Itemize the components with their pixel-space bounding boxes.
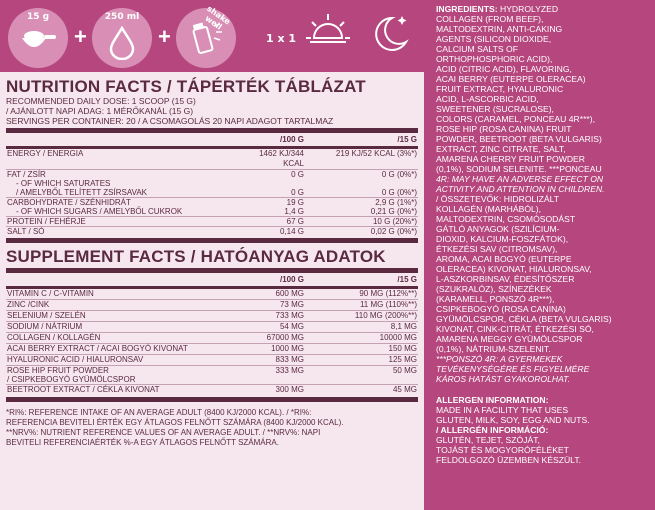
table-row: SALT / SÓ 0,14 G 0,02 G (0%*) xyxy=(7,227,417,236)
supplement-table xyxy=(6,275,418,395)
nutrition-title: NUTRITION FACTS / TÁPÉRTÉK TÁBLÁZAT xyxy=(6,77,366,96)
ingredients-first-line: INGREDIENTS: HYDROLYZED xyxy=(436,4,559,14)
ingredients-heading: INGREDIENTS: xyxy=(436,4,498,14)
column-header: /15 G xyxy=(310,275,418,288)
water-badge xyxy=(92,8,152,68)
divider xyxy=(6,238,418,243)
water-drop-icon xyxy=(104,26,140,60)
table-row: - OF WHICH SUGARS / AMELYBŐL CUKROK 1,4 G 0,21 G (0%*) xyxy=(16,207,417,216)
ingredients-panel: INGREDIENTS: HYDROLYZED COLLAGEN (FROM BEEF), MALTODEXTRIN, ANTI-CAKING AGENTS (SILICON DIOXIDE, CALCIUM SALTS OF ORTHOPHOSPHORIC ACID), ACID (CITRIC ACID), FLAVORING, ACAI BERRY (EUTERPE OLERACEA) FRUIT EXTRACT, HYALURONIC ACID, L-ASCORBIC ACID, SWEETENER (SUCRALOSE), COLORS (CARAMEL, PONCEAU 4R***), ROSE HIP (ROSA CANINA) FRUIT POWDER, BEETROOT (BETA VULGARIS) EXTRACT, ZINC CITRATE, SALT, AMARENA CHERRY FRUIT POWDER (0,1%), SODIUM SELENITE. ***PONCEAU 4R: MAY HAVE AN ADVERSE EFFECT ON ACTIVITY AND ATTENTION IN CHILDREN. / ÖSSZETEVŐK: HIDROLIZÁLT KOLLAGÉN (MARHÁBÓL), MALTODEXTRIN, CSOMÓSODÁST GÁTLÓ ANYAGOK (SZILÍCIUM- DIOXID, KALCIUM-FOSZFÁTOK), ÉTKEZÉSI SAV (CITROMSAV), AROMA, ACAI BOGYÓ (EUTERPE OLERACEA) KIVONAT, HIALURONSAV, L-ASZKORBINSAV, ÉDESÍTŐSZER (SZUKRALÓZ), SZÍNEZÉKEK (KARAMELL, PONSZÓ 4R***), CSIPKEBOGYÓ (ROSA CANINA) GYÜMÖLCSPOR, CÉKLA (BETA VULGARIS) KIVONAT, CINK-CITRÁT, ÉTKEZÉSI SÓ, AMARENA MEGGY GYÜMÖLCSPOR (0,1%), NÁTRIUM-SZELENIT. ***PONSZÓ 4R: A GYERMEKEK TEVÉKENYSÉGÉRE ÉS FIGYELMÉRE KÁROS HATÁST GYAKOROLHAT. ALLERGEN INFORMATION: MADE IN A FACILITY THAT USES GLUTEN, MILK, SOY, EGG AND NUTS. / ALLERGÉN INFORMÁCIÓ: GLUTÉN, TEJET, SZÓJÁT, TOJÁST ÉS MOGYORÓFÉLÉKET FELDOLGOZÓ ÜZEMBEN KÉSZÜLT. xyxy=(436,4,650,465)
table-row: - OF WHICH SATURATES xyxy=(16,179,111,188)
table-row: FAT / ZSÍR 0 G 0 G (0%*) xyxy=(7,170,417,179)
table-row: SELENIUM / SZELÉN 733 ΜG 110 ΜG (200%**) xyxy=(7,311,417,320)
nutrition-table xyxy=(6,135,418,236)
usage-icons-row xyxy=(8,6,423,70)
divider xyxy=(6,268,418,273)
shake-well-label: shake well xyxy=(203,4,232,32)
table-row: / CSIPKEBOGYÓ GYÜMÖLCSPOR xyxy=(7,375,136,384)
table-header-row xyxy=(6,135,418,148)
nutrition-dose-line-hu: / AJÁNLOTT NAPI ADAG: 1 MÉRŐKANÁL (15 G) xyxy=(6,106,194,116)
table-header-row xyxy=(6,275,418,288)
moon-icon xyxy=(368,12,412,56)
table-row: ACAI BERRY EXTRACT / ACAI BOGYÓ KIVONAT 1000 MG 150 MG xyxy=(7,344,417,353)
table-row: HYALURONIC ACID / HIALURONSAV 833 MG 125 MG xyxy=(7,355,417,364)
table-row: PROTEIN / FEHÉRJE 67 G 10 G (20%*) xyxy=(7,217,417,226)
dose-label: 1 x 1 xyxy=(266,32,297,45)
water-amount: 250 ml xyxy=(104,12,140,22)
table-row: ENERGY / ENERGIA 1462 KJ/344 KCAL 219 KJ/52 KCAL (3%*) xyxy=(7,149,417,168)
scoop-amount: 15 g xyxy=(26,12,50,22)
table-row: ROSE HIP FRUIT POWDER 333 MG 50 MG xyxy=(7,366,417,375)
divider xyxy=(6,128,418,133)
allergen-heading: ALLERGEN INFORMATION: xyxy=(436,395,549,405)
plus-sign: + xyxy=(74,24,87,49)
sun-icon xyxy=(306,12,350,56)
table-row: CARBOHYDRATE / SZÉNHIDRÁT 19 G 2,9 G (1%*) xyxy=(7,198,417,207)
divider xyxy=(6,397,418,402)
footnotes: *RI%: REFERENCE INTAKE OF AN AVERAGE ADULT (8400 KJ/2000 KCAL). / *RI%: REFERENCIA BEVITELI ÉRTÉK EGY ÁTLAGOS FELNŐTT SZÁMÁRA (8400 KJ/2000 KCAL). **NRV%: NUTRIENT REFERENCE VALUES OF AN AVERAGE ADULT. / **NRV%: NAPI BEVITELI REFERENCIAÉRTÉK %-A EGY ÁTLAGOS FELNŐTT SZÁMÁRA. xyxy=(6,408,344,447)
column-header: /100 G xyxy=(240,275,310,288)
nutrition-servings: SERVINGS PER CONTAINER: 20 / A CSOMAGOLÁS 20 NAPI ADAGOT TARTALMAZ xyxy=(6,116,334,126)
table-row: VITAMIN C / C-VITAMIN 600 MG 90 MG (112%**) xyxy=(7,289,417,298)
scoop-icon xyxy=(20,26,56,56)
table-row: / AMELYBŐL TELÍTETT ZSÍRSAVAK 0 G 0 G (0%*) xyxy=(16,188,417,197)
plus-sign: + xyxy=(158,24,171,49)
table-row: BEETROOT EXTRACT / CÉKLA KIVONAT 300 MG 45 MG xyxy=(7,385,417,394)
scoop-badge xyxy=(8,8,68,68)
facts-panel xyxy=(0,72,424,510)
shaker-badge xyxy=(176,4,236,68)
table-row: ZINC /CINK 73 MG 11 MG (110%**) xyxy=(7,300,417,309)
column-header: /15 G xyxy=(310,135,418,148)
nutrition-dose-line: RECOMMENDED DAILY DOSE: 1 SCOOP (15 G) xyxy=(6,96,196,106)
supplement-title: SUPPLEMENT FACTS / HATÓANYAG ADATOK xyxy=(6,247,386,266)
table-row: COLLAGEN / KOLLAGÉN 67000 MG 10000 MG xyxy=(7,333,417,342)
column-header: /100 G xyxy=(240,135,310,148)
table-row: SODIUM / NÁTRIUM 54 MG 8,1 MG xyxy=(7,322,417,331)
